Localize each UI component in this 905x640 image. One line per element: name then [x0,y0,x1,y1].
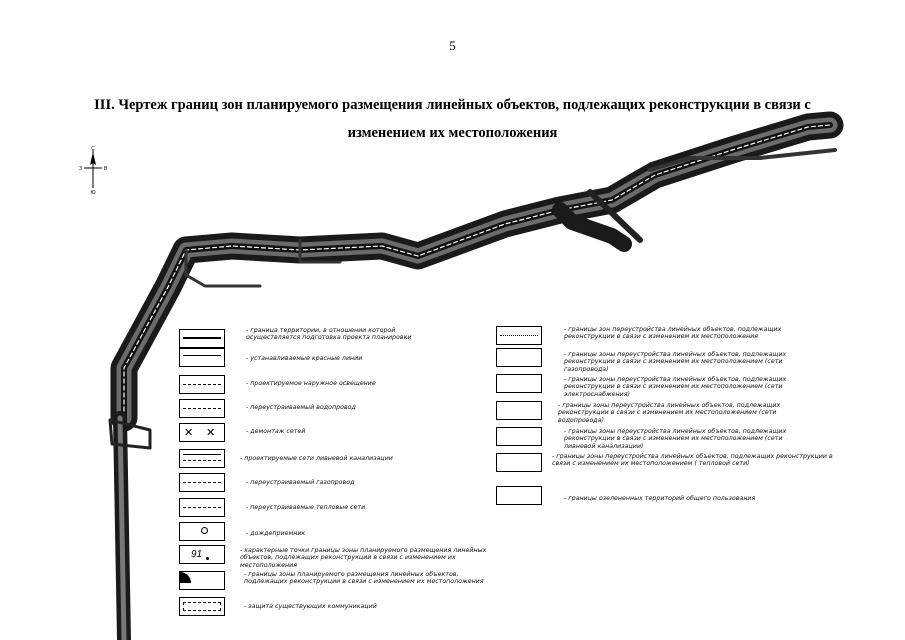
legend-symbol-zone-power [496,374,542,393]
legend-symbol-placement-zone [179,571,225,590]
page-number: 5 [449,38,456,53]
title-line-1: III. Чертеж границ зон планируемого размещения линейных объектов, подлежащих реконструкции в связи с [94,97,811,113]
legend-symbol-gas-pipe [179,473,225,492]
compass-east: В [104,166,108,172]
point-dot-icon [206,557,209,560]
legend-symbol-zone-gas [496,348,542,367]
legend-label-territory-boundary: - граница территории, в отношении которой осуществляется подготовка проекта планировки [246,327,412,342]
legend-symbol-reconstruction-zone [496,326,542,345]
legend-symbol-characteristic-point [179,545,225,564]
legend-label-red-lines: - устанавливаемые красные линии [246,355,363,362]
title-line-2: изменением их местоположения [347,125,558,141]
legend-label-protection: - защита существующих коммуникаций [244,603,377,610]
legend-symbol-rain-inlet [179,522,225,541]
legend-label-lighting: - проектируемое наружное освещение [246,380,376,387]
legend-label-reconstruction-zone: - границы зон переустройства линейных объектов, подлежащих реконструкции в связи с изменением их местоположения [564,326,782,341]
legend-label-zone-power: - границы зоны переустройства линейных объектов, подлежащих реконструкции в связи с изменением их местоположением (сети электроснабжения) [564,376,787,398]
compass-south: Ю [90,190,96,196]
legend-label-zone-water: - границы зоны переустройства линейных объектов, подлежащих реконструкции в связи с изменением их местоположением (сети водопровода) [558,402,781,424]
legend-symbol-zone-heat [496,453,542,472]
legend-label-zone-heat: - границы зоны переустройства линейных объектов, подлежащих реконструкции в связи с изменением их местоположением ( тепловой сети) [552,453,833,468]
legend-symbol-heat-network [179,498,225,517]
compass-north: С [91,146,95,152]
compass-rose [79,146,108,196]
rain-inlet-icon [201,527,208,534]
legend-label-water-pipe: - переустраиваемый водопровод [246,404,356,411]
legend-label-storm-sewer: - проектируемые сети ливневой канализации [240,455,393,462]
legend-label-heat-network: - переустраиваемые тепловые сети [246,504,366,511]
legend-label-rain-inlet: - дождеприемник [246,530,306,537]
legend-symbol-water-pipe [179,399,225,418]
legend-symbol-red-lines [179,348,225,367]
legend-label-zone-storm: - границы зоны переустройства линейных объектов, подлежащих реконструкции в связи с изменением их местоположением (сети ливневой канализации) [564,428,787,450]
point-number: 91 [191,549,203,560]
legend-label-placement-zone: - границы зоны планируемого размещения линейных объектов, подлежащих реконструкции в связи с изменением их местоположения [244,571,484,586]
legend-symbol-protection [179,597,225,616]
zone-corner-icon [180,572,191,583]
cross-icon: ✕ [206,426,216,439]
legend-label-gas-pipe: - переустраиваемый газопровод [246,479,355,486]
legend-label-zone-gas: - границы зоны переустройства линейных объектов, подлежащих реконструкции в связи с изменением их местоположением (сети газопровода) [564,351,787,373]
legend-label-characteristic-point: - характерные точки границы зоны планируемого размещения линейных объектов, подлежащих реконструкции в связи с изменением их местоположения [240,547,487,569]
legend-symbol-zone-storm [496,427,542,446]
legend-label-green-areas: - границы озелененных территорий общего пользования [564,495,756,502]
legend-symbol-green-areas [496,486,542,505]
legend-symbol-zone-water [496,401,542,420]
legend-symbol-dismantling [179,423,225,442]
compass-west: З [78,166,82,172]
legend-symbol-storm-sewer [179,449,225,468]
legend-symbol-lighting [179,375,225,394]
legend-label-dismantling: - демонтаж сетей [246,428,306,435]
legend-symbol-territory-boundary [179,329,225,348]
cross-icon: ✕ [184,426,194,439]
